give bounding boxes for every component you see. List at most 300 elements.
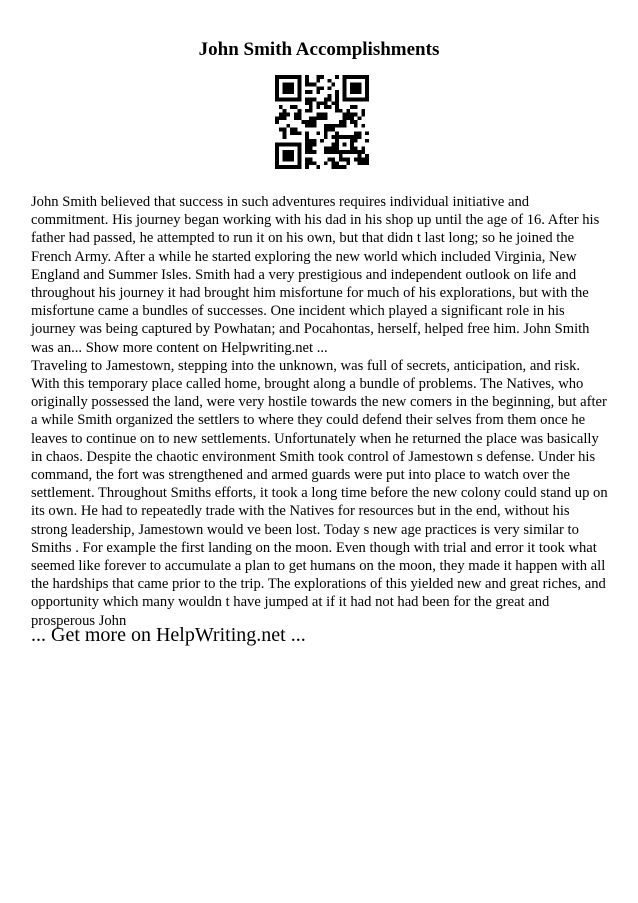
qr-module [298, 75, 302, 79]
qr-module [335, 101, 339, 105]
qr-module [324, 131, 328, 135]
qr-module [283, 109, 287, 113]
qr-module [354, 90, 358, 94]
qr-module [275, 161, 279, 165]
qr-module [335, 165, 339, 169]
qr-module [283, 135, 287, 139]
qr-module [305, 75, 309, 79]
qr-module [305, 83, 309, 87]
qr-module [275, 75, 279, 79]
qr-module [294, 131, 298, 135]
qr-module [298, 146, 302, 150]
qr-module [275, 150, 279, 154]
qr-module [324, 150, 328, 154]
qr-module [305, 161, 309, 165]
qr-module [298, 109, 302, 113]
qr-module [358, 158, 362, 162]
qr-code-graphic [275, 75, 369, 169]
qr-module [358, 83, 362, 87]
qr-module [320, 116, 324, 120]
qr-module [358, 135, 362, 139]
qr-module [309, 116, 313, 120]
qr-module [286, 98, 290, 102]
qr-module [346, 150, 350, 154]
qr-module [305, 146, 309, 150]
qr-module [350, 143, 354, 147]
qr-module [350, 90, 354, 94]
qr-module [283, 86, 287, 90]
qr-module [309, 83, 313, 87]
qr-module [316, 105, 320, 109]
qr-module [331, 150, 335, 154]
qr-module [283, 158, 287, 162]
article-body [31, 193, 609, 630]
qr-module [305, 90, 309, 94]
qr-module [309, 105, 313, 109]
qr-module [316, 113, 320, 117]
qr-module [283, 83, 287, 87]
qr-module [350, 83, 354, 87]
qr-module [283, 165, 287, 169]
qr-module [275, 98, 279, 102]
qr-module [335, 98, 339, 102]
get-more-link[interactable]: ... Get more on HelpWriting.net ... [31, 624, 306, 646]
qr-module [290, 83, 294, 87]
qr-module [309, 146, 313, 150]
qr-module [313, 161, 317, 165]
qr-module [350, 98, 354, 102]
qr-module [275, 165, 279, 169]
qr-module [346, 75, 350, 79]
qr-module [320, 101, 324, 105]
qr-module [361, 98, 365, 102]
qr-module [305, 120, 309, 124]
qr-module [343, 124, 347, 128]
qr-module [343, 120, 347, 124]
qr-module [358, 154, 362, 158]
qr-module [358, 98, 362, 102]
qr-module [316, 79, 320, 83]
qr-module [298, 90, 302, 94]
qr-module [354, 158, 358, 162]
qr-module [343, 86, 347, 90]
qr-module [316, 86, 320, 90]
qr-module [365, 79, 369, 83]
qr-module [365, 90, 369, 94]
qr-module [324, 124, 328, 128]
qr-module [324, 101, 328, 105]
qr-module [354, 83, 358, 87]
qr-module [354, 150, 358, 154]
qr-module [309, 158, 313, 162]
qr-module [339, 154, 343, 158]
qr-module [313, 116, 317, 120]
qr-module [339, 124, 343, 128]
qr-module [286, 165, 290, 169]
qr-module [331, 128, 335, 132]
qr-module [275, 146, 279, 150]
qr-module [365, 94, 369, 98]
qr-module [294, 105, 298, 109]
qr-module [290, 128, 294, 132]
qr-module [335, 90, 339, 94]
qr-module [298, 116, 302, 120]
qr-module [275, 158, 279, 162]
qr-module [290, 154, 294, 158]
qr-module [328, 105, 332, 109]
paragraph-2: Traveling to Jamestown, stepping into the unknown, was full of secrets, anticipation, and risk. With this temporary place called home, brought along a bundle of problems. The Natives, who originally possessed the land, were very hostile towards the new comers in the beginning, but after a while Smith organized the settlers to where they could defend their selves from them once he leaves to continue on to new settlements. Unfortunately when he returned the place was basically in chaos. Despite the chaotic environment Smith took control of Jamestown s defense. Under his command, the fort was strengthened and armed guards were put into place to watch over the settlement. Throughout Smiths efforts, it took a long time before the new colony could stand up on its own. He had to repeatedly trade with the Natives for resources but in the end, without his strong leadership, Jamestown would ve been lost. Today s new age practices is very similar to Smiths . For example the first landing on the moon. Even though with trial and error it took what seemed like forever to accumulate a plan to get humans on the moon, they made it happen with all the hardships that came prior to the trip. The explorations of this yielded new and great riches, and opportunity which many wouldn t have jumped at if it had not had been for the great and prosperous John [31, 357, 608, 629]
qr-code-icon [275, 75, 369, 169]
qr-module [298, 94, 302, 98]
qr-module [365, 86, 369, 90]
qr-module [339, 165, 343, 169]
qr-module [305, 98, 309, 102]
qr-module [346, 158, 350, 162]
qr-module [324, 116, 328, 120]
qr-module [286, 90, 290, 94]
qr-module [354, 124, 358, 128]
qr-module [361, 158, 365, 162]
qr-module [286, 154, 290, 158]
qr-module [343, 79, 347, 83]
qr-module [335, 146, 339, 150]
qr-module [335, 105, 339, 109]
qr-module [294, 143, 298, 147]
qr-module [324, 128, 328, 132]
qr-module [346, 135, 350, 139]
qr-module [350, 113, 354, 117]
qr-module [275, 94, 279, 98]
qr-module [328, 94, 332, 98]
qr-module [328, 79, 332, 83]
qr-module [354, 139, 358, 143]
qr-module [316, 131, 320, 135]
qr-module [331, 165, 335, 169]
qr-module [283, 90, 287, 94]
qr-module [354, 135, 358, 139]
qr-module [283, 150, 287, 154]
qr-module [350, 105, 354, 109]
qr-module [290, 90, 294, 94]
qr-module [350, 86, 354, 90]
qr-module [335, 131, 339, 135]
qr-module [294, 98, 298, 102]
qr-module [328, 146, 332, 150]
qr-module [316, 116, 320, 120]
qr-module [309, 120, 313, 124]
qr-module [298, 83, 302, 87]
qr-module [343, 143, 347, 147]
qr-module [358, 75, 362, 79]
qr-module [316, 90, 320, 94]
qr-module [283, 116, 287, 120]
qr-module [275, 116, 279, 120]
qr-module [309, 98, 313, 102]
qr-module [328, 98, 332, 102]
qr-module [305, 150, 309, 154]
qr-module [331, 135, 335, 139]
qr-module [294, 75, 298, 79]
qr-module [343, 94, 347, 98]
qr-module [346, 113, 350, 117]
qr-module [305, 79, 309, 83]
qr-module [335, 94, 339, 98]
qr-module [294, 113, 298, 117]
qr-module [358, 131, 362, 135]
qr-module [328, 150, 332, 154]
qr-module [275, 120, 279, 124]
qr-module [298, 154, 302, 158]
qr-module [286, 83, 290, 87]
qr-module [301, 120, 305, 124]
qr-module [294, 165, 298, 169]
qr-module [324, 105, 328, 109]
qr-module [343, 98, 347, 102]
qr-module [350, 146, 354, 150]
qr-module [324, 146, 328, 150]
qr-module [290, 158, 294, 162]
qr-module [331, 146, 335, 150]
qr-module [350, 139, 354, 143]
qr-module [279, 105, 283, 109]
qr-module [305, 131, 309, 135]
qr-module [350, 150, 354, 154]
qr-module [275, 90, 279, 94]
qr-module [365, 158, 369, 162]
qr-module [343, 135, 347, 139]
qr-module [328, 124, 332, 128]
qr-module [283, 98, 287, 102]
qr-module [339, 109, 343, 113]
qr-module [354, 120, 358, 124]
qr-module [361, 146, 365, 150]
qr-module [298, 79, 302, 83]
qr-module [324, 161, 328, 165]
qr-module [365, 154, 369, 158]
qr-module [279, 165, 283, 169]
qr-module [283, 75, 287, 79]
qr-module [365, 98, 369, 102]
qr-module [320, 75, 324, 79]
qr-module [365, 83, 369, 87]
qr-module [290, 165, 294, 169]
qr-module [294, 128, 298, 132]
qr-module [286, 158, 290, 162]
qr-module [309, 139, 313, 143]
qr-module [283, 154, 287, 158]
qr-module [324, 135, 328, 139]
qr-module [298, 113, 302, 117]
qr-module [305, 158, 309, 162]
qr-module [365, 161, 369, 165]
qr-module [339, 158, 343, 162]
qr-module [279, 98, 283, 102]
qr-module [298, 158, 302, 162]
qr-module [286, 75, 290, 79]
qr-module [324, 98, 328, 102]
qr-module [313, 120, 317, 124]
qr-module [313, 143, 317, 147]
qr-module [309, 150, 313, 154]
qr-module [335, 135, 339, 139]
qr-module [313, 83, 317, 87]
qr-module [309, 90, 313, 94]
qr-module [354, 146, 358, 150]
qr-module [358, 90, 362, 94]
qr-module [290, 143, 294, 147]
qr-module [335, 109, 339, 113]
qr-module [350, 116, 354, 120]
qr-module [343, 90, 347, 94]
qr-module [335, 75, 339, 79]
qr-module [335, 150, 339, 154]
qr-module [331, 158, 335, 162]
qr-module [328, 158, 332, 162]
qr-module [331, 124, 335, 128]
qr-module [279, 143, 283, 147]
qr-module [354, 131, 358, 135]
qr-module [365, 131, 369, 135]
qr-module [313, 124, 317, 128]
qr-module [365, 139, 369, 143]
qr-module [309, 101, 313, 105]
qr-module [343, 113, 347, 117]
qr-module [361, 75, 365, 79]
qr-module [361, 150, 365, 154]
qr-module [290, 86, 294, 90]
qr-module [298, 143, 302, 147]
qr-module [343, 116, 347, 120]
qr-module [331, 101, 335, 105]
qr-module [316, 165, 320, 169]
qr-module [365, 75, 369, 79]
qr-module [346, 98, 350, 102]
qr-module [335, 124, 339, 128]
qr-module [346, 109, 350, 113]
qr-module [305, 135, 309, 139]
qr-module [350, 135, 354, 139]
qr-module [286, 143, 290, 147]
qr-module [309, 143, 313, 147]
qr-module [279, 75, 283, 79]
qr-module [313, 150, 317, 154]
qr-module [298, 150, 302, 154]
qr-module [279, 116, 283, 120]
qr-module [328, 128, 332, 132]
qr-module [358, 161, 362, 165]
qr-module [298, 98, 302, 102]
qr-module [331, 143, 335, 147]
qr-module [343, 150, 347, 154]
qr-module [343, 165, 347, 169]
qr-module [335, 143, 339, 147]
qr-module [350, 75, 354, 79]
qr-module [279, 128, 283, 132]
qr-module [283, 128, 287, 132]
qr-module [290, 131, 294, 135]
qr-module [354, 86, 358, 90]
qr-module [361, 109, 365, 113]
qr-module [343, 83, 347, 87]
qr-module [275, 154, 279, 158]
qr-module [346, 116, 350, 120]
qr-module [286, 150, 290, 154]
qr-module [290, 98, 294, 102]
qr-module [305, 139, 309, 143]
qr-module [354, 113, 358, 117]
page-title: John Smith Accomplishments [198, 39, 440, 60]
qr-module [305, 143, 309, 147]
qr-module [339, 135, 343, 139]
qr-module [361, 124, 365, 128]
qr-module [350, 120, 354, 124]
paragraph-1: John Smith believed that success in such adventures requires individual initiative and commitment. His journey began working with his dad in his shop up until the age of 16. After his father had passed, he attempted to run it on his own, but that didn t last long; so he joined the French Army. After a while he started exploring the new world which included Virginia, New England and Summer Isles. Smith had a very prestigious and independent outlook on life and throughout his journey it had brought him misfortune for much of his explorations, but with the misfortune came a bundles of successes. One incident which played a significant role in his journey was being captured by Powhatan; and Pocahontas, herself, helped free him. John Smith was an... Show more content on Helpwriting.net ... [31, 194, 600, 356]
qr-module [316, 101, 320, 105]
qr-module [286, 86, 290, 90]
qr-module [324, 113, 328, 117]
qr-module [294, 116, 298, 120]
qr-module [335, 161, 339, 165]
qr-module [328, 86, 332, 90]
qr-module [298, 131, 302, 135]
qr-module [305, 109, 309, 113]
qr-module [283, 131, 287, 135]
qr-module [305, 124, 309, 128]
qr-module [358, 150, 362, 154]
qr-module [309, 109, 313, 113]
qr-module [358, 116, 362, 120]
qr-module [298, 161, 302, 165]
qr-module [339, 120, 343, 124]
qr-module [305, 165, 309, 169]
qr-module [298, 165, 302, 169]
qr-module [343, 158, 347, 162]
qr-module [331, 83, 335, 87]
qr-module [275, 83, 279, 87]
qr-module [320, 139, 324, 143]
qr-module [275, 79, 279, 83]
qr-module [305, 101, 309, 105]
qr-module [298, 86, 302, 90]
qr-module [339, 150, 343, 154]
qr-module [275, 143, 279, 147]
qr-module [335, 139, 339, 143]
qr-module [313, 139, 317, 143]
qr-module [290, 150, 294, 154]
qr-module [283, 113, 287, 117]
qr-module [354, 98, 358, 102]
qr-module [354, 105, 358, 109]
qr-module [346, 161, 350, 165]
qr-module [361, 113, 365, 117]
qr-module [316, 75, 320, 79]
qr-module [309, 161, 313, 165]
qr-module [283, 143, 287, 147]
qr-module [361, 161, 365, 165]
qr-module [286, 124, 290, 128]
qr-module [309, 124, 313, 128]
qr-module [320, 86, 324, 90]
qr-module [290, 105, 294, 109]
qr-module [358, 86, 362, 90]
qr-module [320, 113, 324, 117]
qr-module [279, 113, 283, 117]
qr-module [286, 113, 290, 117]
qr-module [331, 161, 335, 165]
qr-module [290, 75, 294, 79]
qr-module [313, 98, 317, 102]
qr-module [343, 75, 347, 79]
